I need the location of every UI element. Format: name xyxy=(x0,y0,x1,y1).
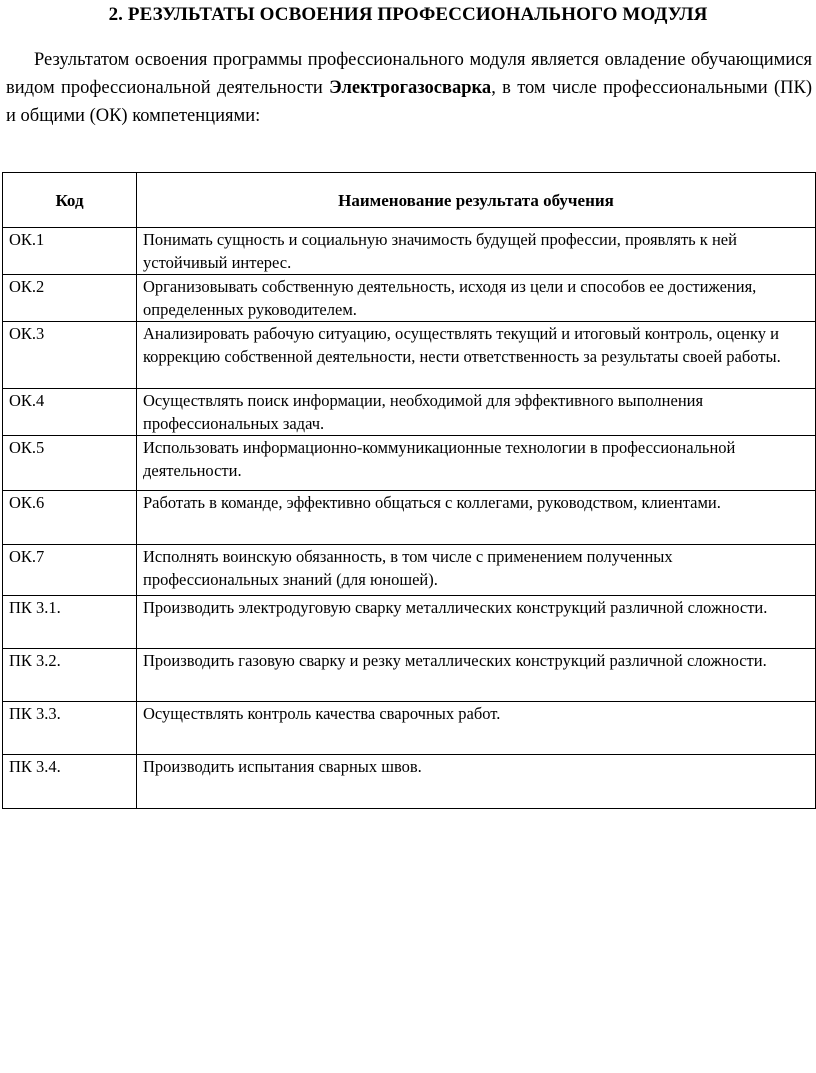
intro-text-end: , в том числе профессиональными (ПК) и общими (ОК) компетенциями: xyxy=(6,78,813,126)
competency-description: Осуществлять поиск информации, необходимой для эффективного выполнения профессиональных задач. xyxy=(137,389,816,436)
competency-description: Производить электродуговую сварку металлических конструкций различной сложности. xyxy=(137,596,816,649)
competency-description: Работать в команде, эффективно общаться с коллегами, руководством, клиентами. xyxy=(137,491,816,545)
competency-description: Производить газовую сварку и резку металлических конструкций различной сложности. xyxy=(137,649,816,702)
table-row xyxy=(3,649,816,702)
activity-name: Электрогазосварка xyxy=(329,78,492,98)
table-row xyxy=(3,755,816,809)
header-code: Код xyxy=(3,173,137,228)
table-row xyxy=(3,596,816,649)
intro-paragraph xyxy=(6,46,812,130)
competency-code: ОК.5 xyxy=(3,436,137,491)
header-result-name: Наименование результата обучения xyxy=(137,173,816,228)
table-row xyxy=(3,389,816,436)
competencies-table xyxy=(2,172,816,809)
table-header-row xyxy=(3,173,816,228)
table-row xyxy=(3,702,816,755)
section-heading: 2. РЕЗУЛЬТАТЫ ОСВОЕНИЯ ПРОФЕССИОНАЛЬНОГО МОДУЛЯ xyxy=(108,4,708,25)
table-row xyxy=(3,322,816,389)
competency-code: ОК.2 xyxy=(3,275,137,322)
competency-code: ПК 3.2. xyxy=(3,649,137,702)
competency-description: Организовывать собственную деятельность, исходя из цели и способов ее достижения, определенных руководителем. xyxy=(137,275,816,322)
intro-text-start: Результатом освоения программы профессионального модуля является овладение обучающимися видом профессиональной деятельности xyxy=(6,50,812,98)
competency-description: Понимать сущность и социальную значимость будущей профессии, проявлять к ней устойчивый интерес. xyxy=(137,228,816,275)
competency-code: ОК.6 xyxy=(3,491,137,545)
competency-code: ПК 3.1. xyxy=(3,596,137,649)
table-row xyxy=(3,436,816,491)
competency-code: ПК 3.4. xyxy=(3,755,137,809)
table-row xyxy=(3,228,816,275)
competency-description: Исполнять воинскую обязанность, в том числе с применением полученных профессиональных знаний (для юношей). xyxy=(137,545,816,596)
competency-description: Производить испытания сварных швов. xyxy=(137,755,816,809)
competency-description: Использовать информационно-коммуникационные технологии в профессиональной деятельности. xyxy=(137,436,816,491)
competency-description: Осуществлять контроль качества сварочных работ. xyxy=(137,702,816,755)
competency-code: ПК 3.3. xyxy=(3,702,137,755)
competency-code: ОК.7 xyxy=(3,545,137,596)
table-row xyxy=(3,491,816,545)
competency-description: Анализировать рабочую ситуацию, осуществлять текущий и итоговый контроль, оценку и коррекцию собственной деятельности, нести ответственность за результаты своей работы. xyxy=(137,322,816,389)
competency-code: ОК.4 xyxy=(3,389,137,436)
table-row xyxy=(3,275,816,322)
competency-code: ОК.1 xyxy=(3,228,137,275)
competency-code: ОК.3 xyxy=(3,322,137,389)
table-row xyxy=(3,545,816,596)
